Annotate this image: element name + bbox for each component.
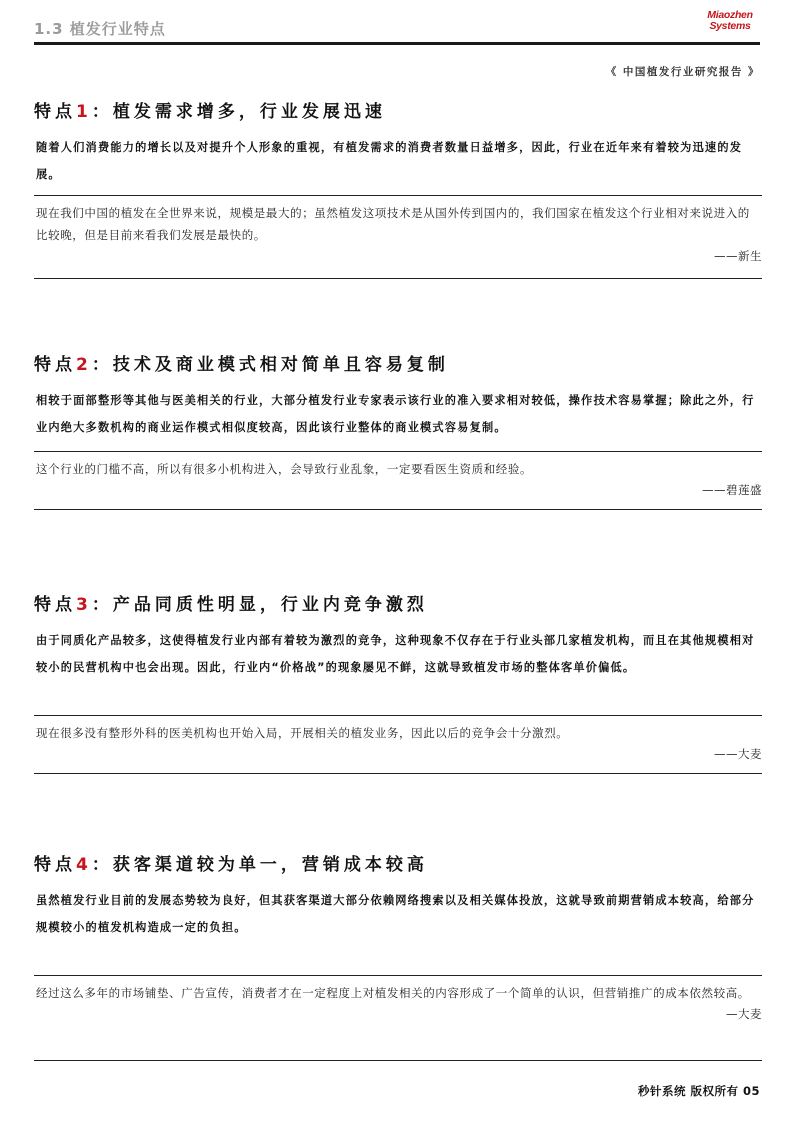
feature-section-1 xyxy=(34,97,762,188)
header-rule xyxy=(34,42,760,45)
quote-text: 这个行业的门槛不高，所以有很多小机构进入，会导致行业乱象，一定要看医生资质和经验。 xyxy=(36,462,533,476)
quote-author: —大麦 xyxy=(726,1007,762,1021)
quote-text: 现在我们中国的植发在全世界来说，规模是最大的；虽然植发这项技术是从国外传到国内的，我们国家在植发这个行业相对来说进入的比较晚，但是目前来看我们发展是最快的。 xyxy=(36,206,750,242)
feature-title: ：产品同质性明显，行业内竞争激烈 xyxy=(91,595,428,615)
feature-label: 特点 xyxy=(34,102,76,122)
feature-title: ：获客渠道较为单一，营销成本较高 xyxy=(91,855,428,875)
feature-body: 由于同质化产品较多，这使得植发行业内部有着较为激烈的竞争，这种现象不仅存在于行业头部几家植发机构，而且在其他规模相对较小的民营机构中也会出现。因此，行业内“价格战”的现象屡见不鲜，这就导致植发市场的整体客单价偏低。 xyxy=(36,634,755,674)
feature-number: 2 xyxy=(76,355,92,375)
logo-line1: Miaozhen xyxy=(707,9,753,21)
feature-section-3 xyxy=(34,590,762,681)
feature-heading xyxy=(34,97,762,122)
report-name: 《 中国植发行业研究报告 》 xyxy=(605,66,760,78)
feature-section-2 xyxy=(34,350,762,441)
feature-number: 3 xyxy=(76,595,92,615)
feature-label: 特点 xyxy=(34,595,76,615)
quote-box-1 xyxy=(34,195,762,279)
logo-line2: Systems xyxy=(709,20,751,32)
feature-heading xyxy=(34,350,762,375)
section-title: 1.3 植发行业特点 xyxy=(34,20,166,38)
quote-author: ——新生 xyxy=(714,249,762,263)
feature-number: 1 xyxy=(76,102,92,122)
feature-heading xyxy=(34,850,762,875)
feature-body: 虽然植发行业目前的发展态势较为良好，但其获客渠道大部分依赖网络搜索以及相关媒体投放，这就导致前期营销成本较高，给部分规模较小的植发机构造成一定的负担。 xyxy=(36,894,755,934)
quote-author: ——大麦 xyxy=(714,747,762,761)
feature-section-4 xyxy=(34,850,762,941)
quote-text: 现在很多没有整形外科的医美机构也开始入局，开展相关的植发业务，因此以后的竞争会十分激烈。 xyxy=(36,726,569,740)
feature-heading xyxy=(34,590,762,615)
feature-label: 特点 xyxy=(34,855,76,875)
quote-text: 经过这么多年的市场铺垫、广告宣传，消费者才在一定程度上对植发相关的内容形成了一个简单的认识，但营销推广的成本依然较高。 xyxy=(36,986,750,1000)
quote-box-4 xyxy=(34,975,762,1061)
feature-title: ：植发需求增多，行业发展迅速 xyxy=(91,102,386,122)
feature-body: 相较于面部整形等其他与医美相关的行业，大部分植发行业专家表示该行业的准入要求相对较低，操作技术容易掌握；除此之外，行业内绝大多数机构的商业运作模式相似度较高，因此该行业整体的商业模式容易复制。 xyxy=(36,394,755,434)
feature-title: ：技术及商业模式相对简单且容易复制 xyxy=(91,355,449,375)
feature-number: 4 xyxy=(76,855,92,875)
feature-body: 随着人们消费能力的增长以及对提升个人形象的重视，有植发需求的消费者数量日益增多，因此，行业在近年来有着较为迅速的发展。 xyxy=(36,141,743,181)
quote-box-2 xyxy=(34,451,762,510)
quote-box-3 xyxy=(34,715,762,774)
feature-label: 特点 xyxy=(34,355,76,375)
miaozhen-logo xyxy=(700,10,760,32)
quote-author: ——碧莲盛 xyxy=(702,483,762,497)
footer-copyright: 秒针系统 版权所有 05 xyxy=(637,1084,760,1098)
